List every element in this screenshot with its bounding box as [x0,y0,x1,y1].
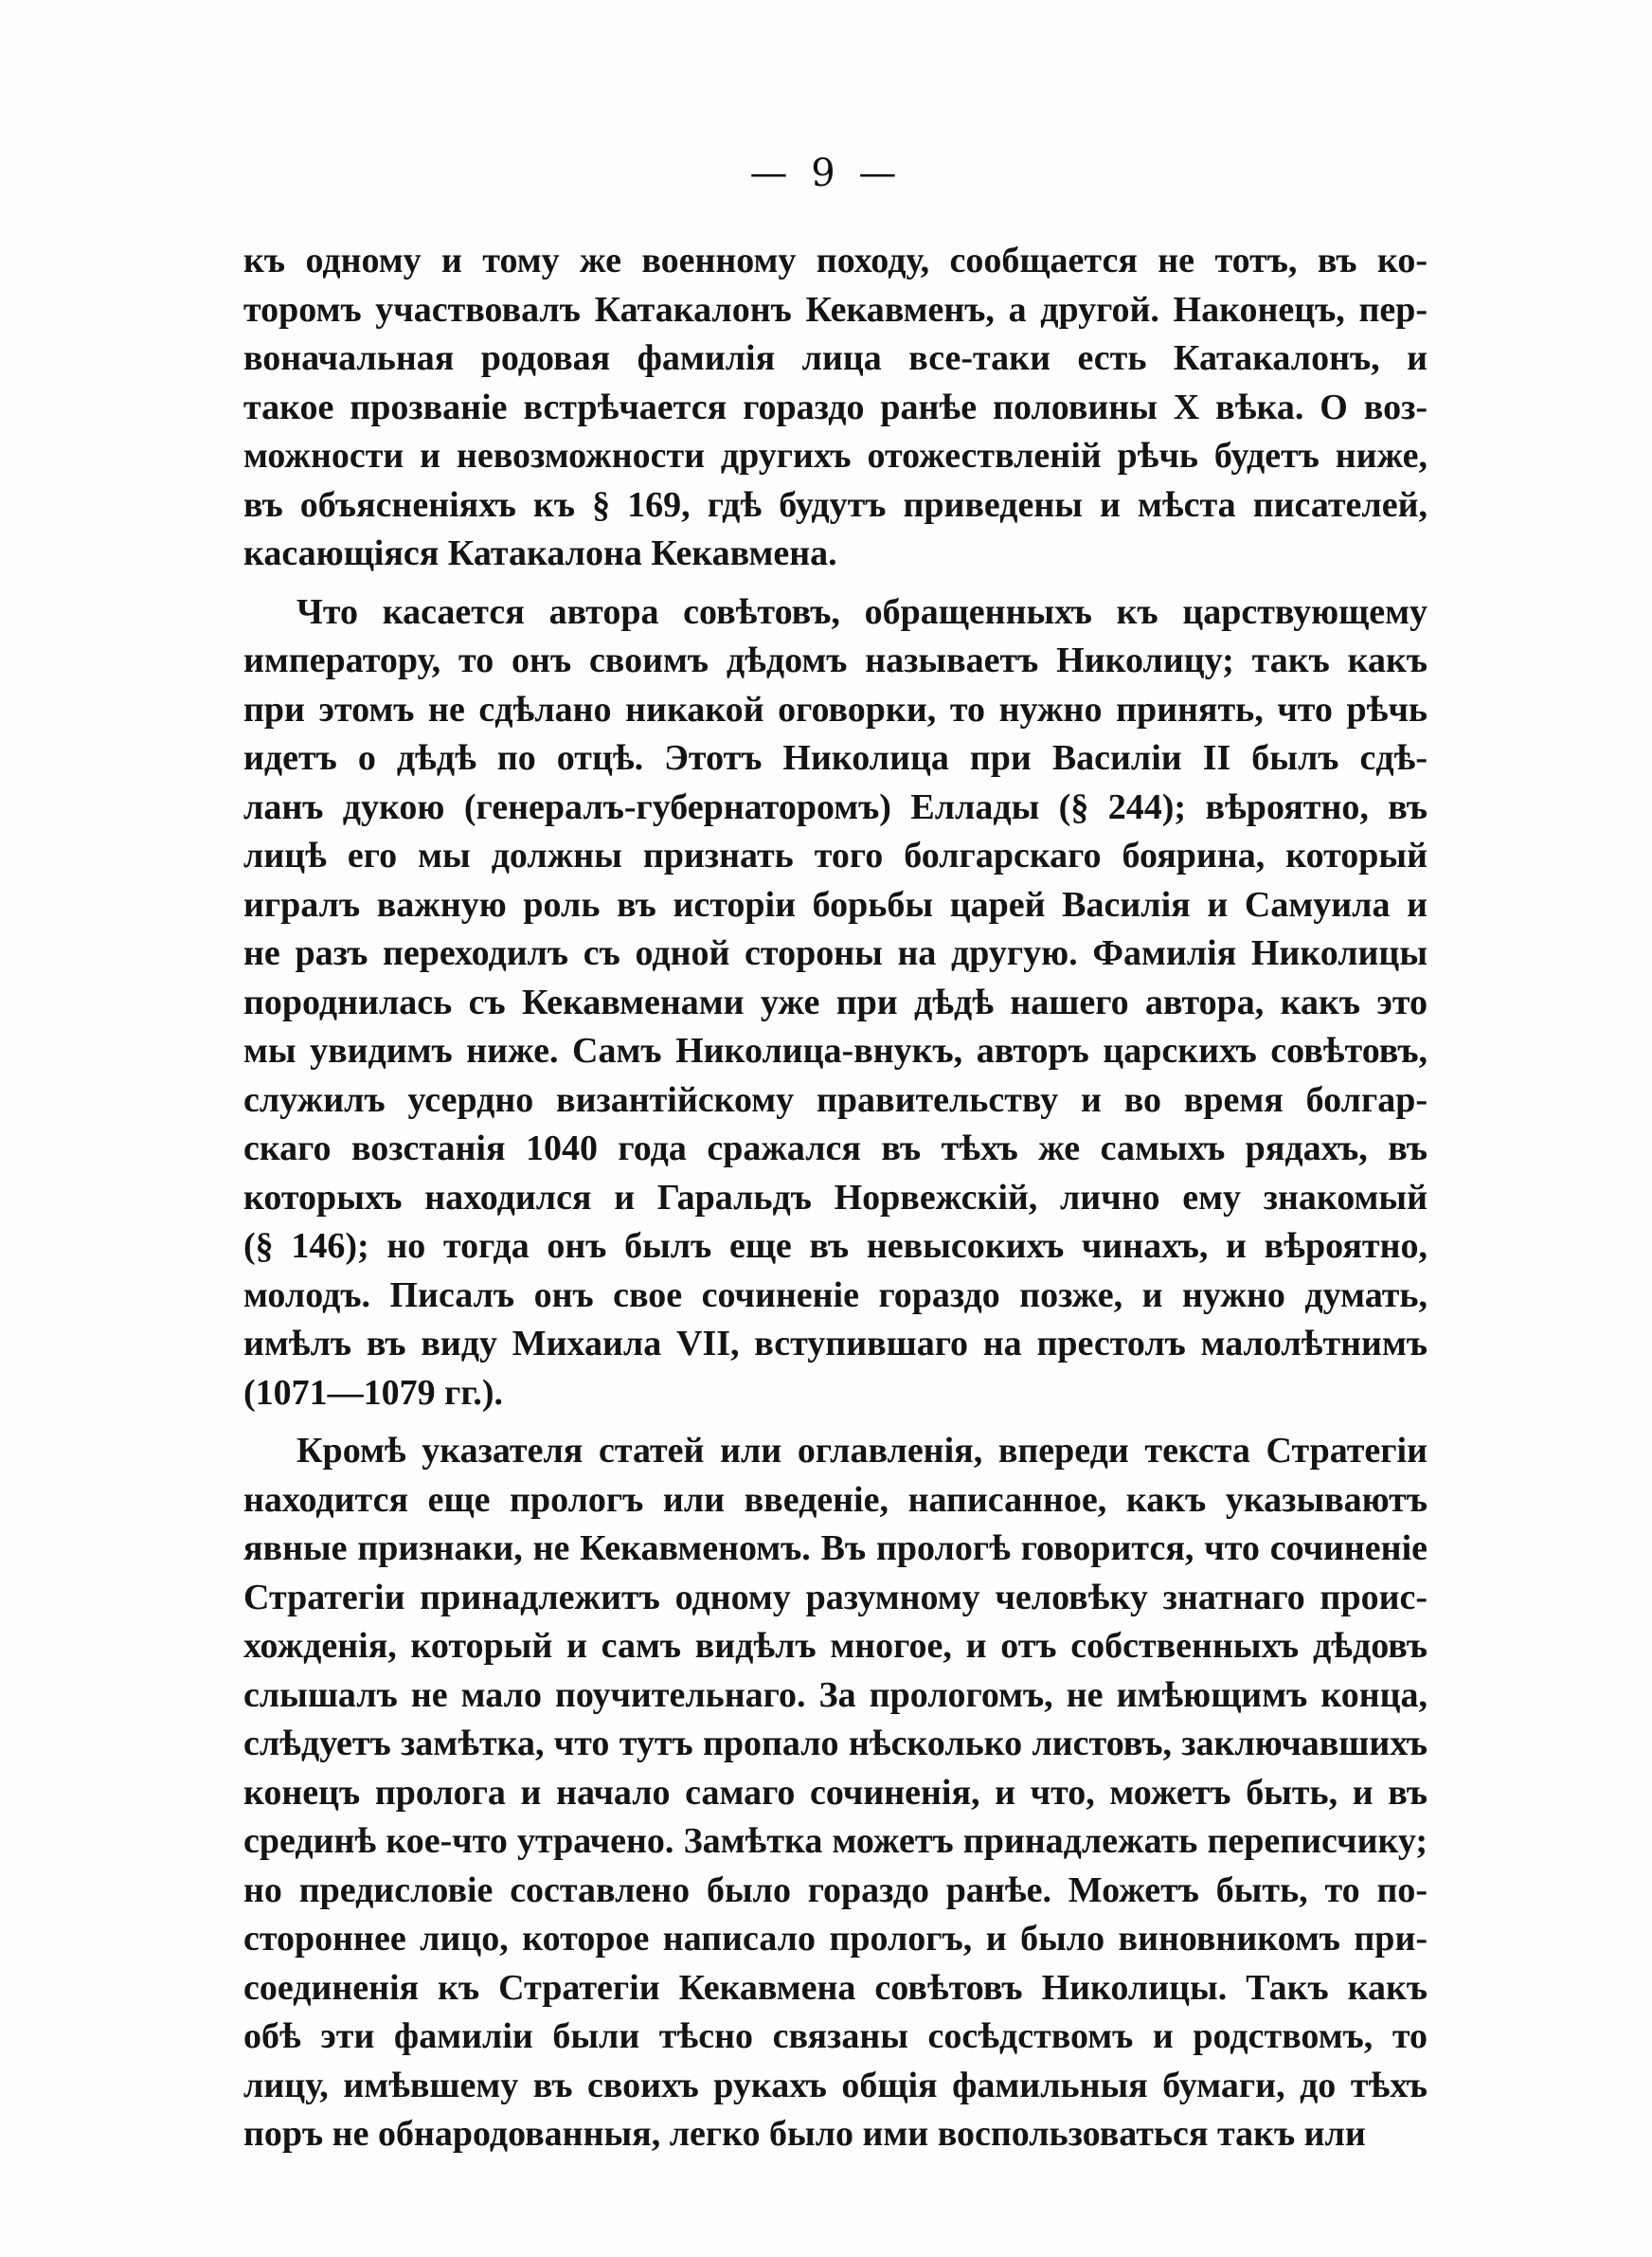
text-line: служилъ усердно византійскому правительству и во время болгар- [243,1079,1428,1120]
text-line: торомъ участвовалъ Катакалонъ Кекавменъ, а другой. Наконецъ, пер- [243,289,1428,330]
text-line: соединенія къ Стратегіи Кекавмена совѣтовъ Николицы. Такъ какъ [243,1967,1428,2008]
text-line: поръ не обнародованныя, легко было ими воспользоваться такъ или [243,2114,1366,2154]
text-line: слышалъ не мало поучительнаго. За прологомъ, не имѣющимъ конца, [243,1674,1428,1715]
paragraph [243,237,1428,579]
text-line: срединѣ кое-что утрачено. Замѣтка можетъ принадлежать переписчику; [243,1821,1428,1861]
text-line: (1071—1079 гг.). [243,1372,504,1413]
text-line: игралъ важную роль въ исторіи борьбы царей Василія и Самуила и [243,884,1428,925]
text-line: въ объясненіяхъ къ § 169, гдѣ будутъ приведены и мѣста писателей, [243,484,1428,525]
text-line: конецъ пролога и начало самаго сочиненія, и что, можетъ быть, и въ [243,1772,1428,1813]
paragraph [243,1427,1428,2159]
text-line: которыхъ находился и Гаральдъ Норвежскій, лично ему знакомый [243,1177,1428,1218]
paragraph [243,588,1428,1418]
text-line: Стратегіи принадлежитъ одному разумному человѣку знатнаго проис- [243,1577,1428,1617]
text-line: хожденія, который и самъ видѣлъ многое, и отъ собственныхъ дѣдовъ [243,1626,1428,1666]
body-text [243,237,1428,2159]
text-line: скаго возстанія 1040 года сражался въ тѣхъ же самыхъ рядахъ, въ [243,1128,1428,1168]
text-line: не разъ переходилъ съ одной стороны на другую. Фамилія Николицы [243,933,1428,973]
text-line: слѣдуетъ замѣтка, что тутъ пропало нѣсколько листовъ, заключавшихъ [243,1724,1428,1763]
page-number: — 9 — [749,152,903,195]
text-line: воначальная родовая фамилія лица все-таки есть Катакалонъ, и [243,338,1428,378]
text-line: обѣ эти фамиліи были тѣсно связаны сосѣдствомъ и родствомъ, то [243,2016,1428,2056]
text-line: Что касается автора совѣтовъ, обращенныхъ къ царствующему [296,591,1428,632]
text-line: Кромѣ указателя статей или оглавленія, впереди текста Стратегіи [296,1431,1428,1471]
text-line: такое прозваніе встрѣчается гораздо ранѣе половины X вѣка. О воз- [243,387,1428,427]
text-line: но предисловіе составлено было гораздо ранѣе. Можетъ быть, то по- [243,1869,1428,1910]
text-line: мы увидимъ ниже. Самъ Николица-внукъ, авторъ царскихъ совѣтовъ, [243,1031,1428,1071]
text-line: идетъ о дѣдѣ по отцѣ. Этотъ Николица при Василіи II былъ сдѣ- [243,738,1428,778]
text-line: при этомъ не сдѣлано никакой оговорки, то нужно принять, что рѣчь [243,689,1428,730]
text-line: (§ 146); но тогда онъ былъ еще въ невысокихъ чинахъ, и вѣроятно, [243,1226,1428,1266]
text-line: императору, то онъ своимъ дѣдомъ называетъ Николицу; такъ какъ [243,641,1428,680]
text-line: лицу, имѣвшему въ своихъ рукахъ общія фамильныя бумаги, до тѣхъ [243,2065,1428,2105]
text-line: лицѣ его мы должны признать того болгарскаго боярина, который [243,836,1428,876]
text-line: стороннее лицо, которое написало прологъ, и было виновникомъ при- [243,1919,1428,1959]
text-line: породнилась съ Кекавменами уже при дѣдѣ нашего автора, какъ это [243,982,1428,1022]
text-line: можности и невозможности другихъ отожествленій рѣчь будетъ ниже, [243,436,1428,476]
text-line: явные признаки, не Кекавменомъ. Въ прологѣ говорится, что сочиненіе [243,1528,1428,1568]
text-line: имѣлъ въ виду Михаила VII, вступившаго на престолъ малолѣтнимъ [243,1324,1428,1363]
text-line: молодъ. Писалъ онъ свое сочиненіе гораздо позже, и нужно думать, [243,1274,1428,1315]
text-line: касающіяся Катакалона Кекавмена. [243,533,837,573]
text-line: находится еще прологъ или введеніе, написанное, какъ указываютъ [243,1479,1428,1520]
text-line: къ одному и тому же военному походу, сообщается не тотъ, въ ко- [243,241,1428,280]
text-line: ланъ дукою (генералъ-губернаторомъ) Еллады (§ 244); вѣроятно, въ [243,786,1428,827]
